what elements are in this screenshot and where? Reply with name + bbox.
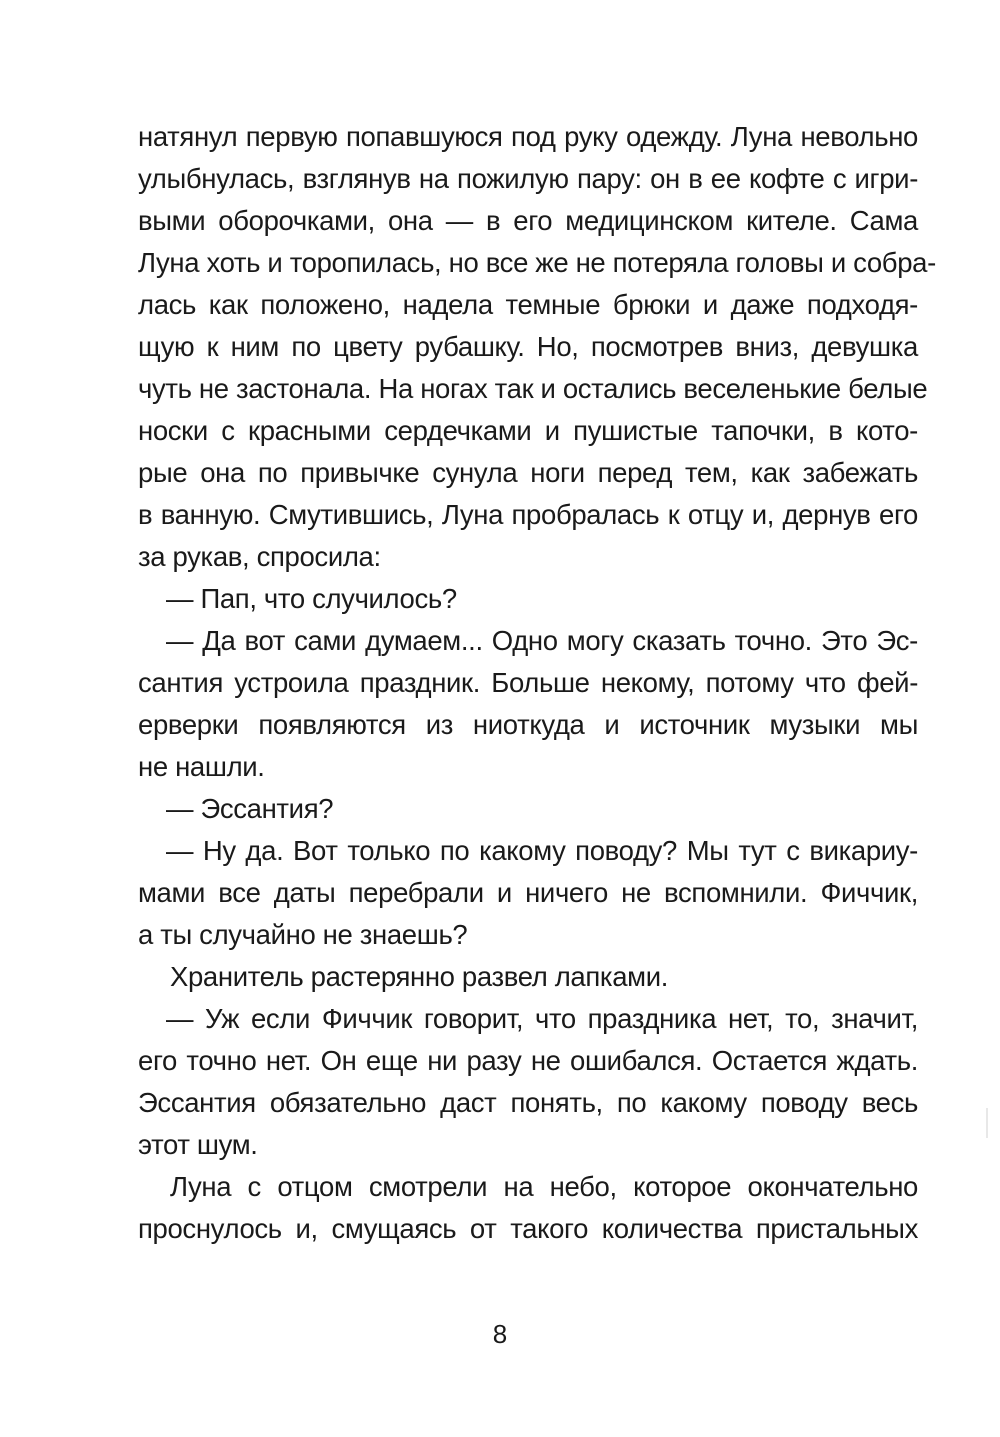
text-line: выми оборочками, она — в его медицинском кителе. Сама (138, 205, 918, 236)
dialogue-line: — Ну да. Вот только по какому поводу? Мы тут с викариу- (166, 835, 918, 866)
dialogue-line: — Эссантия? (166, 793, 334, 824)
text-line: мами все даты перебрали и ничего не вспомнили. Фиччик, (138, 877, 918, 908)
text-line: его точно нет. Он еще ни разу не ошибался. Остается ждать. (138, 1045, 918, 1076)
page-number: 8 (492, 1319, 508, 1349)
text-line: рые она по привычке сунула ноги перед тем, как забежать (138, 457, 918, 488)
dialogue-line: — Пап, что случилось? (166, 583, 457, 614)
text-line: за рукав, спросила: (138, 541, 381, 572)
paragraph-line: Хранитель растерянно развел лапками. (170, 961, 668, 992)
text-line: улыбнулась, взглянув на пожилую пару: он в ее кофте с игри- (138, 163, 918, 194)
paragraph-line: Луна с отцом смотрели на небо, которое окончательно (170, 1171, 918, 1202)
text-line: носки с красными сердечками и пушистые тапочки, в кото- (138, 415, 918, 446)
text-line: проснулось и, смущаясь от такого количества пристальных (138, 1213, 918, 1244)
text-line: Луна хоть и торопилась, но все же не потеряла головы и собра- (138, 247, 936, 278)
text-line: в ванную. Смутившись, Луна пробралась к отцу и, дернув его (138, 499, 918, 530)
scan-artifact (986, 1108, 988, 1138)
text-line: Эссантия обязательно даст понять, по какому поводу весь (138, 1087, 918, 1118)
text-line: а ты случайно не знаешь? (138, 919, 468, 950)
text-line: щую к ним по цвету рубашку. Но, посмотрев вниз, девушка (138, 331, 918, 362)
body-text (138, 116, 936, 1250)
dialogue-line: — Уж если Фиччик говорит, что праздника нет, то, значит, (166, 1003, 918, 1034)
text-line: ерверки появляются из ниоткуда и источник музыки мы (138, 709, 918, 740)
text-line: натянул первую попавшуюся под руку одежду. Луна невольно (138, 121, 918, 152)
text-line: этот шум. (138, 1129, 258, 1160)
text-line: не нашли. (138, 751, 265, 782)
text-line: лась как положено, надела темные брюки и даже подходя- (138, 289, 918, 320)
text-line: чуть не застонала. На ногах так и остались веселенькие белые (138, 373, 928, 404)
text-line: сантия устроила праздник. Больше некому, потому что фей- (138, 667, 918, 698)
dialogue-line: — Да вот сами думаем... Одно могу сказать точно. Это Эс- (166, 625, 918, 656)
